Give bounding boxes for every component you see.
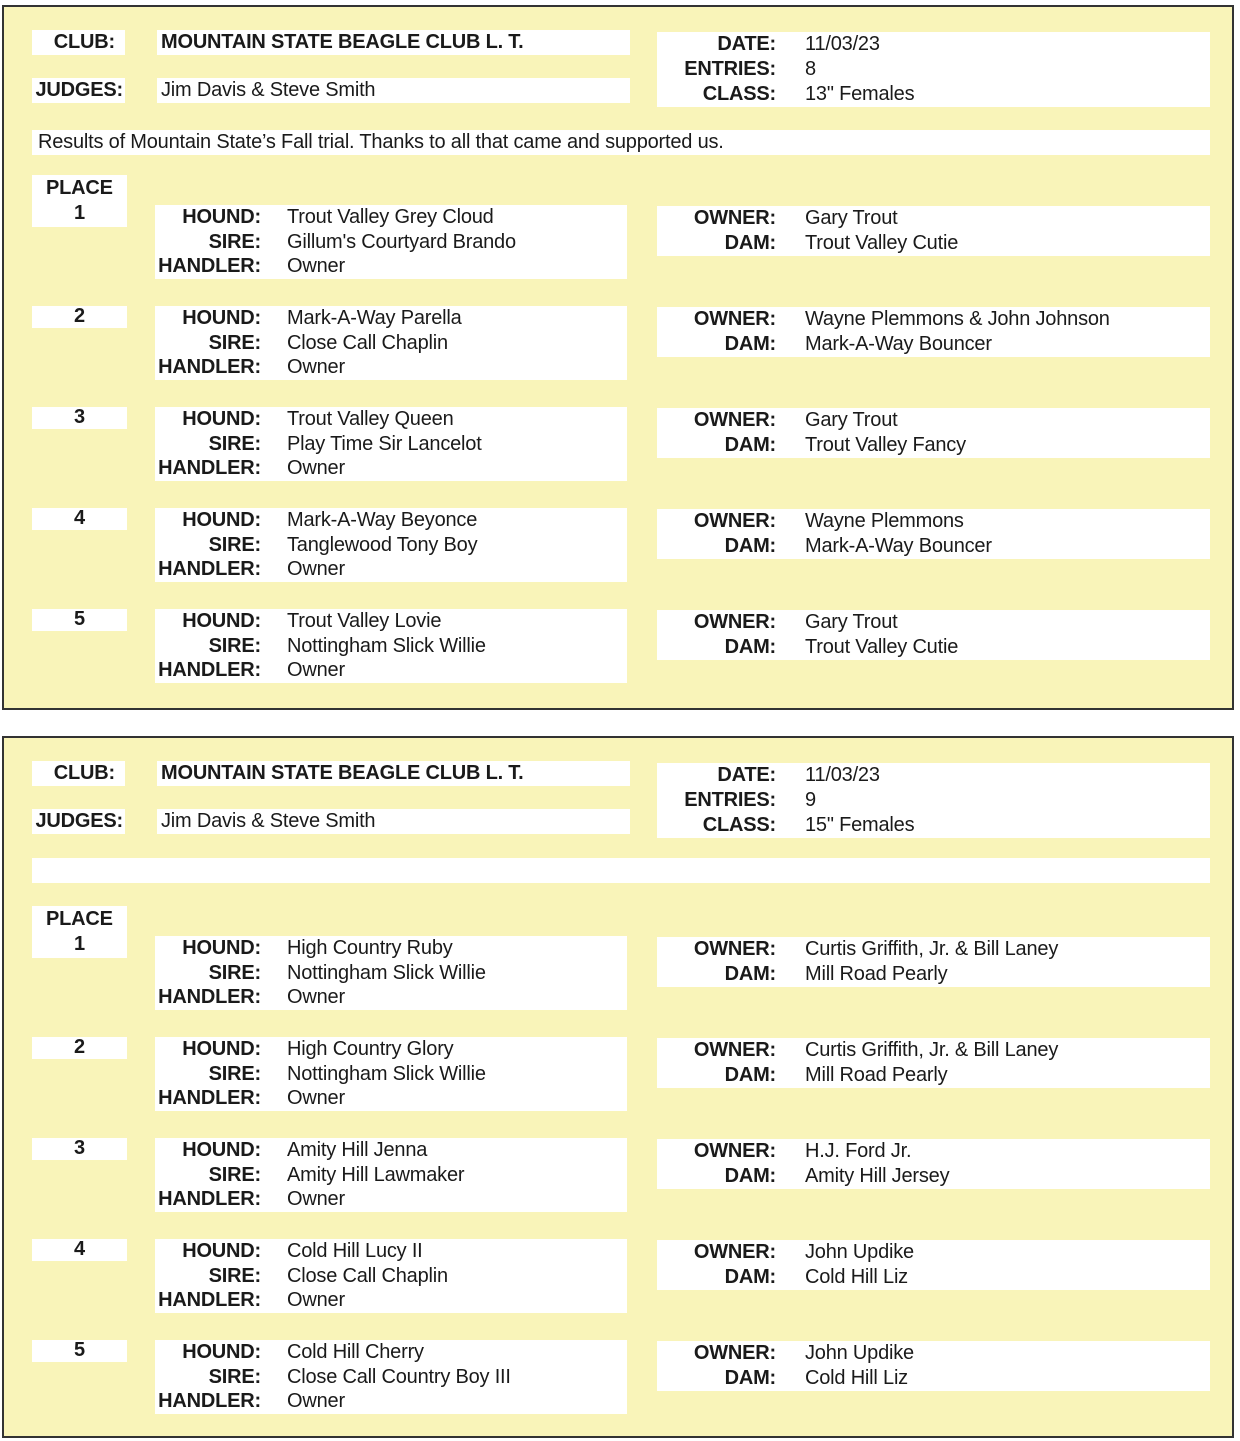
place-box bbox=[32, 1340, 127, 1362]
entries-label: ENTRIES: bbox=[684, 789, 776, 811]
entries-value: 9 bbox=[805, 789, 816, 811]
hound-box bbox=[155, 1239, 627, 1313]
judges-label: JUDGES: bbox=[35, 79, 123, 101]
hound-value: High Country Glory bbox=[287, 1038, 454, 1060]
entries-value: 8 bbox=[805, 58, 816, 80]
sire-label: SIRE: bbox=[208, 1366, 261, 1388]
place-box bbox=[32, 1037, 127, 1059]
class-value: 15" Females bbox=[805, 814, 915, 836]
trial-info-box bbox=[657, 763, 1210, 838]
owner-value: Wayne Plemmons bbox=[805, 510, 964, 532]
dam-value: Mill Road Pearly bbox=[805, 1064, 948, 1086]
entries-label: ENTRIES: bbox=[684, 58, 776, 80]
dam-value: Mark-A-Way Bouncer bbox=[805, 333, 992, 355]
owner-label: OWNER: bbox=[693, 409, 776, 431]
handler-label: HANDLER: bbox=[158, 255, 261, 277]
dam-value: Trout Valley Cutie bbox=[805, 636, 959, 658]
owner-label: OWNER: bbox=[693, 510, 776, 532]
handler-value: Owner bbox=[287, 558, 345, 580]
place-box bbox=[32, 906, 127, 958]
club-name-box bbox=[157, 761, 630, 786]
handler-label: HANDLER: bbox=[158, 356, 261, 378]
owner-label: OWNER: bbox=[693, 207, 776, 229]
club-name-box bbox=[157, 30, 630, 55]
sire-label: SIRE: bbox=[208, 534, 261, 556]
judges-label-box bbox=[32, 809, 125, 834]
owner-box bbox=[657, 206, 1210, 256]
place-box bbox=[32, 175, 127, 227]
place-number: 5 bbox=[74, 608, 85, 630]
owner-label: OWNER: bbox=[693, 1039, 776, 1061]
hound-box bbox=[155, 306, 627, 380]
handler-value: Owner bbox=[287, 255, 345, 277]
handler-value: Owner bbox=[287, 356, 345, 378]
dam-label: DAM: bbox=[724, 535, 776, 557]
sire-value: Amity Hill Lawmaker bbox=[287, 1164, 465, 1186]
handler-label: HANDLER: bbox=[158, 457, 261, 479]
dam-value: Mark-A-Way Bouncer bbox=[805, 535, 992, 557]
place-number: 1 bbox=[74, 933, 85, 955]
date-label: DATE: bbox=[717, 33, 776, 55]
results-panel bbox=[2, 736, 1234, 1438]
dam-value: Trout Valley Fancy bbox=[805, 434, 966, 456]
sire-label: SIRE: bbox=[208, 332, 261, 354]
handler-label: HANDLER: bbox=[158, 558, 261, 580]
owner-label: OWNER: bbox=[693, 1140, 776, 1162]
dam-label: DAM: bbox=[724, 1064, 776, 1086]
club-name: MOUNTAIN STATE BEAGLE CLUB L. T. bbox=[161, 762, 524, 784]
class-label: CLASS: bbox=[702, 83, 776, 105]
owner-value: Curtis Griffith, Jr. & Bill Laney bbox=[805, 1039, 1059, 1061]
hound-box bbox=[155, 1037, 627, 1111]
hound-label: HOUND: bbox=[182, 1038, 261, 1060]
sire-label: SIRE: bbox=[208, 1063, 261, 1085]
owner-label: OWNER: bbox=[693, 1342, 776, 1364]
class-label: CLASS: bbox=[702, 814, 776, 836]
handler-value: Owner bbox=[287, 986, 345, 1008]
owner-box bbox=[657, 408, 1210, 458]
hound-label: HOUND: bbox=[182, 1341, 261, 1363]
handler-label: HANDLER: bbox=[158, 1289, 261, 1311]
owner-label: OWNER: bbox=[693, 308, 776, 330]
sire-value: Gillum's Courtyard Brando bbox=[287, 231, 516, 253]
place-box bbox=[32, 1138, 127, 1160]
dam-label: DAM: bbox=[724, 963, 776, 985]
sire-value: Nottingham Slick Willie bbox=[287, 962, 486, 984]
judges-label-box bbox=[32, 78, 125, 103]
sire-value: Nottingham Slick Willie bbox=[287, 635, 486, 657]
place-number: 3 bbox=[74, 406, 85, 428]
owner-box bbox=[657, 307, 1210, 357]
place-number: 1 bbox=[74, 202, 85, 224]
results-note bbox=[32, 858, 1210, 883]
hound-value: Trout Valley Lovie bbox=[287, 610, 442, 632]
owner-value: John Updike bbox=[805, 1342, 914, 1364]
owner-value: Gary Trout bbox=[805, 207, 898, 229]
hound-box bbox=[155, 1138, 627, 1212]
handler-value: Owner bbox=[287, 1188, 345, 1210]
owner-label: OWNER: bbox=[693, 611, 776, 633]
sire-value: Nottingham Slick Willie bbox=[287, 1063, 486, 1085]
owner-value: Wayne Plemmons & John Johnson bbox=[805, 308, 1110, 330]
hound-value: High Country Ruby bbox=[287, 937, 453, 959]
hound-value: Mark-A-Way Parella bbox=[287, 307, 462, 329]
hound-label: HOUND: bbox=[182, 408, 261, 430]
place-header: PLACE bbox=[46, 908, 113, 930]
sire-value: Play Time Sir Lancelot bbox=[287, 433, 482, 455]
club-label-box bbox=[32, 761, 125, 786]
hound-value: Cold Hill Cherry bbox=[287, 1341, 424, 1363]
sire-label: SIRE: bbox=[208, 1265, 261, 1287]
handler-value: Owner bbox=[287, 1390, 345, 1412]
date-value: 11/03/23 bbox=[805, 33, 880, 55]
results-note bbox=[32, 130, 1210, 155]
owner-box bbox=[657, 610, 1210, 660]
dam-label: DAM: bbox=[724, 1367, 776, 1389]
place-box bbox=[32, 609, 127, 631]
date-label: DATE: bbox=[717, 764, 776, 786]
judges-label: JUDGES: bbox=[35, 810, 123, 832]
hound-value: Trout Valley Grey Cloud bbox=[287, 206, 494, 228]
handler-value: Owner bbox=[287, 1289, 345, 1311]
dam-value: Trout Valley Cutie bbox=[805, 232, 959, 254]
sire-label: SIRE: bbox=[208, 962, 261, 984]
class-value: 13" Females bbox=[805, 83, 915, 105]
hound-box bbox=[155, 508, 627, 582]
date-value: 11/03/23 bbox=[805, 764, 880, 786]
sire-label: SIRE: bbox=[208, 1164, 261, 1186]
owner-value: Gary Trout bbox=[805, 409, 898, 431]
handler-label: HANDLER: bbox=[158, 1188, 261, 1210]
place-box bbox=[32, 508, 127, 530]
trial-info-box bbox=[657, 32, 1210, 107]
hound-label: HOUND: bbox=[182, 206, 261, 228]
judges-value: Jim Davis & Steve Smith bbox=[161, 79, 376, 101]
handler-value: Owner bbox=[287, 659, 345, 681]
place-number: 3 bbox=[74, 1137, 85, 1159]
judges-box bbox=[157, 809, 630, 834]
hound-box bbox=[155, 1340, 627, 1414]
dam-value: Amity Hill Jersey bbox=[805, 1165, 950, 1187]
owner-value: Gary Trout bbox=[805, 611, 898, 633]
owner-value: John Updike bbox=[805, 1241, 914, 1263]
hound-label: HOUND: bbox=[182, 1240, 261, 1262]
place-number: 2 bbox=[74, 305, 85, 327]
hound-box bbox=[155, 407, 627, 481]
dam-label: DAM: bbox=[724, 636, 776, 658]
dam-value: Cold Hill Liz bbox=[805, 1266, 908, 1288]
owner-box bbox=[657, 1038, 1210, 1088]
dam-label: DAM: bbox=[724, 333, 776, 355]
owner-value: H.J. Ford Jr. bbox=[805, 1140, 912, 1162]
hound-box bbox=[155, 609, 627, 683]
results-note-text: Results of Mountain State’s Fall trial. Thanks to all that came and supported us. bbox=[38, 131, 724, 153]
dam-label: DAM: bbox=[724, 232, 776, 254]
hound-label: HOUND: bbox=[182, 610, 261, 632]
handler-value: Owner bbox=[287, 457, 345, 479]
place-number: 4 bbox=[74, 507, 85, 529]
owner-box bbox=[657, 509, 1210, 559]
judges-value: Jim Davis & Steve Smith bbox=[161, 810, 376, 832]
sire-value: Close Call Country Boy III bbox=[287, 1366, 511, 1388]
handler-label: HANDLER: bbox=[158, 986, 261, 1008]
sire-label: SIRE: bbox=[208, 433, 261, 455]
dam-label: DAM: bbox=[724, 434, 776, 456]
place-header: PLACE bbox=[46, 177, 113, 199]
sire-value: Close Call Chaplin bbox=[287, 332, 448, 354]
hound-value: Trout Valley Queen bbox=[287, 408, 454, 430]
sire-value: Tanglewood Tony Boy bbox=[287, 534, 478, 556]
owner-box bbox=[657, 1240, 1210, 1290]
place-number: 5 bbox=[74, 1339, 85, 1361]
handler-label: HANDLER: bbox=[158, 1087, 261, 1109]
judges-box bbox=[157, 78, 630, 103]
results-panel bbox=[2, 5, 1234, 710]
place-number: 2 bbox=[74, 1036, 85, 1058]
hound-label: HOUND: bbox=[182, 937, 261, 959]
handler-label: HANDLER: bbox=[158, 1390, 261, 1412]
place-box bbox=[32, 1239, 127, 1261]
hound-box bbox=[155, 936, 627, 1010]
owner-value: Curtis Griffith, Jr. & Bill Laney bbox=[805, 938, 1059, 960]
handler-value: Owner bbox=[287, 1087, 345, 1109]
owner-label: OWNER: bbox=[693, 1241, 776, 1263]
club-name: MOUNTAIN STATE BEAGLE CLUB L. T. bbox=[161, 31, 524, 53]
hound-value: Amity Hill Jenna bbox=[287, 1139, 428, 1161]
owner-box bbox=[657, 1341, 1210, 1391]
hound-value: Cold Hill Lucy II bbox=[287, 1240, 423, 1262]
club-label-box bbox=[32, 30, 125, 55]
owner-box bbox=[657, 1139, 1210, 1189]
club-label: CLUB: bbox=[53, 31, 115, 53]
hound-label: HOUND: bbox=[182, 1139, 261, 1161]
dam-label: DAM: bbox=[724, 1266, 776, 1288]
dam-label: DAM: bbox=[724, 1165, 776, 1187]
place-box bbox=[32, 306, 127, 328]
sire-label: SIRE: bbox=[208, 635, 261, 657]
club-label: CLUB: bbox=[53, 762, 115, 784]
dam-value: Mill Road Pearly bbox=[805, 963, 948, 985]
owner-box bbox=[657, 937, 1210, 987]
place-box bbox=[32, 407, 127, 429]
hound-label: HOUND: bbox=[182, 509, 261, 531]
hound-label: HOUND: bbox=[182, 307, 261, 329]
hound-value: Mark-A-Way Beyonce bbox=[287, 509, 478, 531]
handler-label: HANDLER: bbox=[158, 659, 261, 681]
sire-value: Close Call Chaplin bbox=[287, 1265, 448, 1287]
hound-box bbox=[155, 205, 627, 279]
sire-label: SIRE: bbox=[208, 231, 261, 253]
owner-label: OWNER: bbox=[693, 938, 776, 960]
place-number: 4 bbox=[74, 1238, 85, 1260]
dam-value: Cold Hill Liz bbox=[805, 1367, 908, 1389]
